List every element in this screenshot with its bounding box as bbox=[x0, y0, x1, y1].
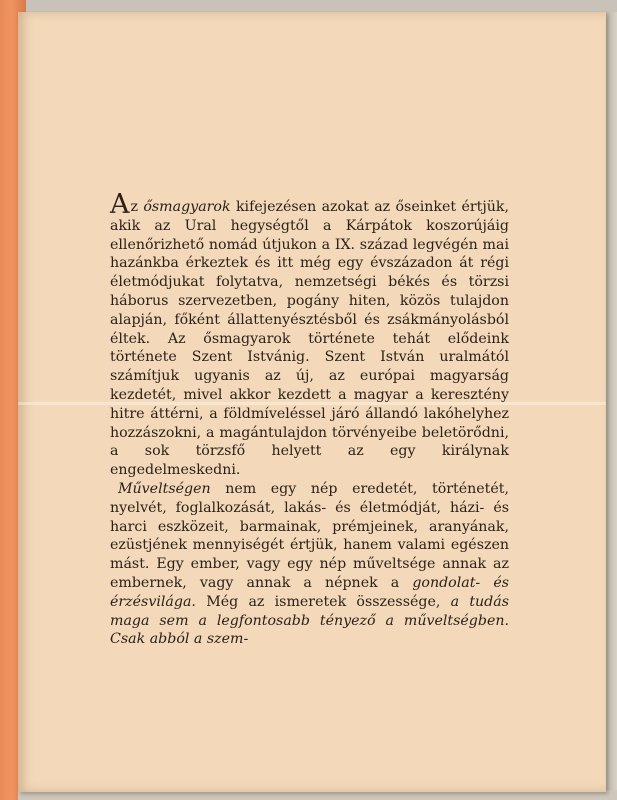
paragraph-1-part-c: kifejezésen azokat az őseinket értjük, akik az Ural hegységtől a Kárpátok koszorújáig ellenőrizhető nomád útjukon a IX. század legvégén mai hazánkba érkeztek és itt még egy évszázadon át régi életmódjukat folytatva, nemzetségi békés és törzsi háborus szervezetben, pogány hiten, közös tulajdon alapján, főként állattenyésztésből és zsákmányolásból éltek. Az ősmagyarok története tehát elődeink története Szent Istvánig. Szent István uralmától számítjuk ugyanis az új, az európai magyarság kezdetét, mivel akkor kezdett a magyar a keresztény hitre áttérni, a földmíveléssel járó állandó lakóhelyhez hozzászokni, a magántulajdon törvényeibe beletörődni, a sok törzsfő helyett az egy királynak engedelmeskedni. bbox=[110, 199, 509, 479]
paragraph-2-part-b: nem egy nép eredetét, történetét, nyelvét, foglalkozását, lakás- és életmódját, házi- és harci eszközeit, barmainak, prémjeinek, aranyának, ezüstjének mennyiségét értjük, hanem valami egészen mást. Egy ember, vagy egy nép műveltsége annak az embernek, vagy annak a népnek a bbox=[110, 480, 509, 591]
body-text bbox=[110, 189, 509, 649]
paragraph-2-emphasis-end: a tudás maga sem a legfontosabb tényező a műveltségben. Csak abból a szem- bbox=[110, 593, 509, 648]
term-muveltsegen: Műveltségen bbox=[118, 480, 211, 497]
paragraph-2-part-d: Még az ismeretek összessége, bbox=[195, 593, 451, 610]
term-osmagyarok: ősmagyarok bbox=[143, 199, 231, 215]
term-gondolat: gondolat- és érzésvilága. bbox=[110, 574, 509, 610]
paragraph-1-part-a: z bbox=[130, 199, 144, 215]
paragraph-2 bbox=[110, 480, 509, 649]
paragraph-1 bbox=[110, 189, 509, 480]
drop-cap: A bbox=[110, 189, 130, 220]
